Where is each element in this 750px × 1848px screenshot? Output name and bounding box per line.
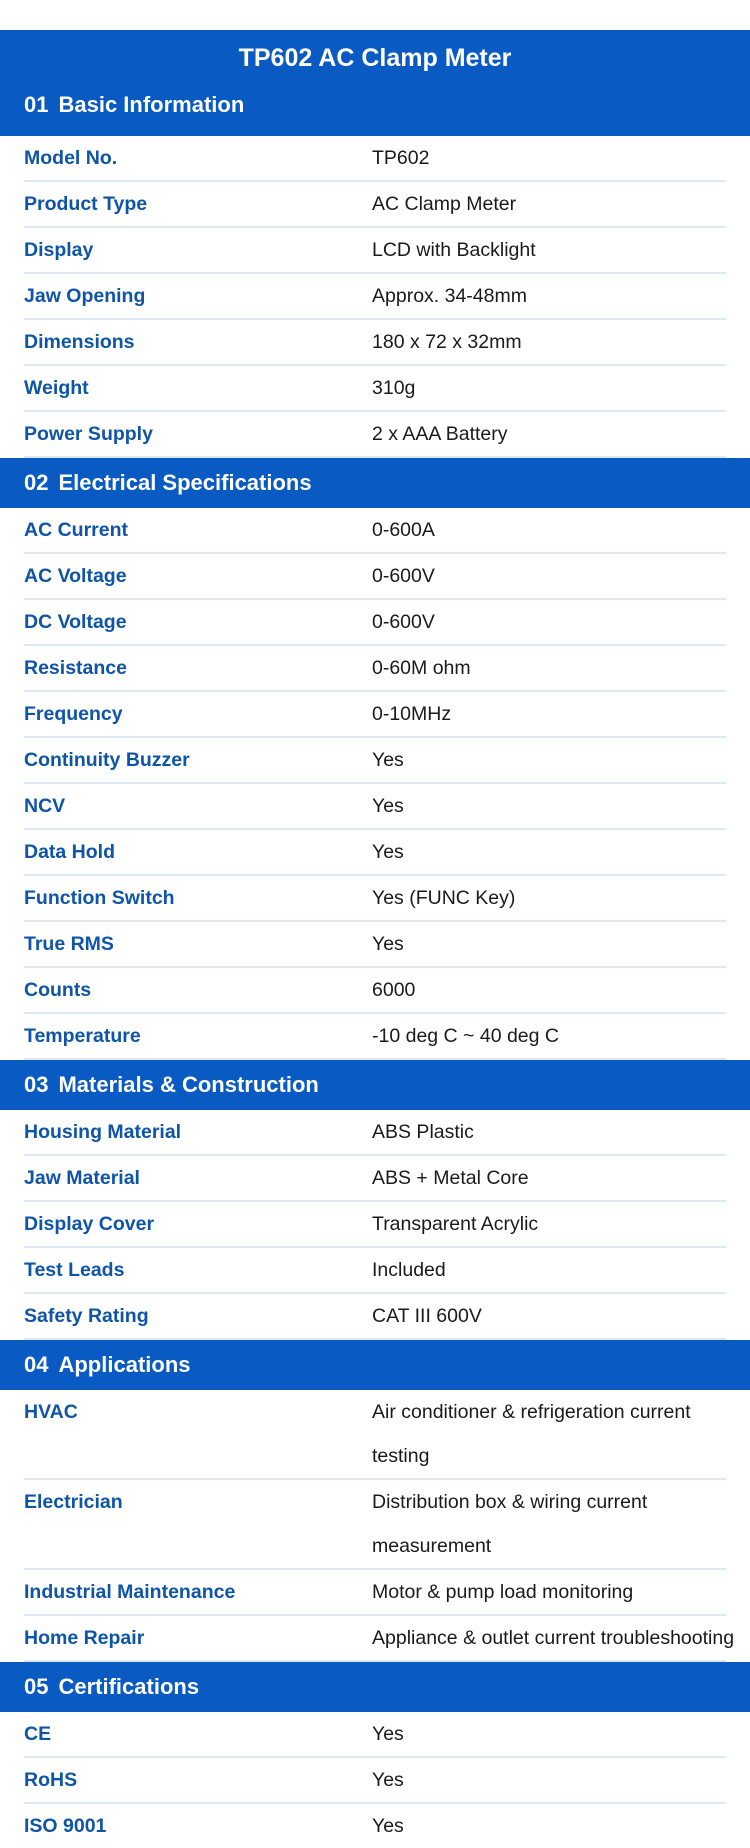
spec-row <box>24 554 726 600</box>
spec-value: Yes <box>372 933 404 955</box>
spec-label: CE <box>24 1723 52 1745</box>
spec-row <box>24 366 726 412</box>
spec-value: 0-600V <box>372 611 435 633</box>
section-number: 01 <box>24 92 49 117</box>
section-title: Materials & Construction <box>58 1072 319 1097</box>
spec-row <box>24 1758 726 1804</box>
spec-label: Housing Material <box>24 1121 182 1143</box>
spec-label: Home Repair <box>24 1627 145 1649</box>
spec-label: DC Voltage <box>24 611 127 633</box>
spec-value: 310g <box>372 377 416 399</box>
spec-value: CAT III 600V <box>372 1305 482 1327</box>
section-title: Basic Information <box>58 92 245 117</box>
spec-label: Power Supply <box>24 423 153 445</box>
section-number: 02 <box>24 470 49 495</box>
spec-row <box>24 182 726 228</box>
spec-row <box>24 600 726 646</box>
spec-row <box>24 1712 726 1758</box>
spec-row <box>24 646 726 692</box>
spec-row <box>24 1804 726 1848</box>
spec-value: Included <box>372 1259 446 1281</box>
spec-label: Jaw Material <box>24 1167 140 1189</box>
spec-value: 0-600V <box>372 565 435 587</box>
spec-value: Yes <box>372 749 404 771</box>
spec-value: 2 x AAA Battery <box>372 423 508 445</box>
spec-row <box>24 1570 726 1616</box>
spec-value: 0-60M ohm <box>372 657 471 679</box>
spec-value: LCD with Backlight <box>372 239 536 261</box>
spec-label: Data Hold <box>24 841 116 863</box>
section-number: 04 <box>24 1352 49 1377</box>
spec-row <box>24 738 726 784</box>
section-title: Applications <box>58 1352 191 1377</box>
spec-row <box>24 228 726 274</box>
spec-label: Industrial Maintenance <box>24 1581 236 1603</box>
spec-label: Resistance <box>24 657 127 679</box>
spec-value: Distribution box & wiring current measurement <box>372 1491 648 1557</box>
spec-value: Yes <box>372 841 404 863</box>
spec-label: Test Leads <box>24 1259 125 1281</box>
spec-row <box>24 412 726 458</box>
spec-value: 0-10MHz <box>372 703 452 725</box>
spec-label: Dimensions <box>24 331 135 353</box>
spec-row <box>24 1202 726 1248</box>
spec-label: Product Type <box>24 193 148 215</box>
spec-label: Continuity Buzzer <box>24 749 190 771</box>
spec-sections <box>0 86 750 1848</box>
spec-value: 180 x 72 x 32mm <box>372 331 522 353</box>
spec-value: Yes <box>372 1723 404 1745</box>
spec-label: Frequency <box>24 703 123 725</box>
spec-label: Display Cover <box>24 1213 155 1235</box>
spec-value: ABS + Metal Core <box>372 1167 529 1189</box>
spec-row <box>24 876 726 922</box>
spec-row <box>24 1248 726 1294</box>
spec-value: Appliance & outlet current troubleshooting <box>372 1627 735 1649</box>
spec-value: Yes <box>372 795 404 817</box>
spec-value: Yes (FUNC Key) <box>372 887 516 909</box>
spec-value: Yes <box>372 1815 404 1837</box>
spec-value: Air conditioner & refrigeration current testing <box>372 1401 691 1467</box>
spec-value: Approx. 34-48mm <box>372 285 527 307</box>
spec-label: HVAC <box>24 1401 78 1423</box>
spec-label: RoHS <box>24 1769 78 1791</box>
spec-row <box>24 784 726 830</box>
spec-row <box>24 922 726 968</box>
spec-value: 0-600A <box>372 519 435 541</box>
spec-value: ABS Plastic <box>372 1121 474 1143</box>
section-header <box>0 458 750 508</box>
spec-row <box>24 1014 726 1060</box>
spec-value: AC Clamp Meter <box>372 193 517 215</box>
spec-label: Jaw Opening <box>24 285 146 307</box>
section-header <box>0 1340 750 1390</box>
spec-row <box>24 508 726 554</box>
spec-row <box>24 1110 726 1156</box>
section-title: Certifications <box>58 1674 200 1699</box>
spec-label: Electrician <box>24 1491 123 1513</box>
section-header <box>0 86 750 136</box>
spec-row <box>24 320 726 366</box>
spec-label: True RMS <box>24 933 114 955</box>
spec-value: 6000 <box>372 979 416 1001</box>
spec-row <box>24 274 726 320</box>
spec-label: ISO 9001 <box>24 1815 107 1837</box>
section-number: 03 <box>24 1072 49 1097</box>
spec-label: Temperature <box>24 1025 141 1047</box>
spec-label: Safety Rating <box>24 1305 149 1327</box>
spec-value: Transparent Acrylic <box>372 1213 539 1235</box>
section-header <box>0 1662 750 1712</box>
spec-row <box>24 1294 726 1340</box>
spec-row <box>24 1480 726 1570</box>
spec-label: Weight <box>24 377 89 399</box>
spec-value: Motor & pump load monitoring <box>372 1581 634 1603</box>
page-title: TP602 AC Clamp Meter <box>0 30 750 86</box>
spec-row <box>24 830 726 876</box>
spec-row <box>24 692 726 738</box>
spec-value: Yes <box>372 1769 404 1791</box>
section-number: 05 <box>24 1674 49 1699</box>
spec-label: AC Voltage <box>24 565 127 587</box>
spec-value: -10 deg C ~ 40 deg C <box>372 1025 560 1047</box>
spec-label: Counts <box>24 979 92 1001</box>
spec-sheet <box>0 30 750 1848</box>
spec-value: TP602 <box>372 147 430 169</box>
spec-row <box>24 1616 735 1662</box>
section-header <box>0 1060 750 1110</box>
section-title: Electrical Specifications <box>58 470 312 495</box>
spec-row <box>24 136 726 182</box>
spec-row <box>24 968 726 1014</box>
spec-row <box>24 1390 726 1480</box>
spec-label: NCV <box>24 795 66 817</box>
spec-label: Display <box>24 239 94 261</box>
spec-row <box>24 1156 726 1202</box>
spec-label: Model No. <box>24 147 118 169</box>
spec-label: AC Current <box>24 519 129 541</box>
spec-label: Function Switch <box>24 887 175 909</box>
